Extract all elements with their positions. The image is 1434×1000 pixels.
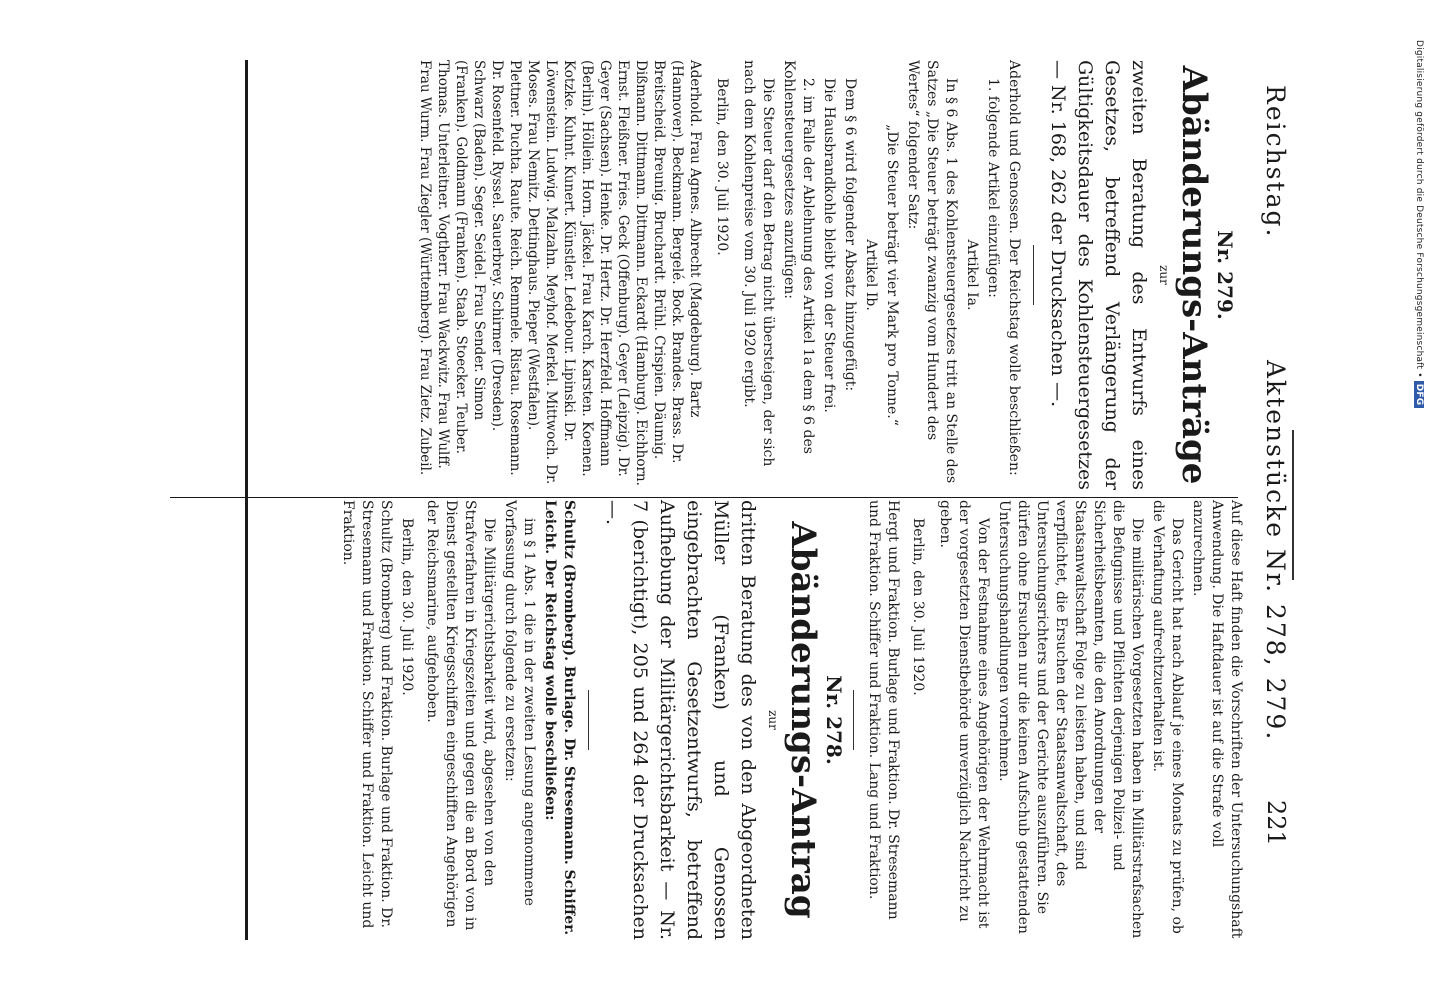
left-para-1: Auf diese Haft finden die Vorschriften der Untersuchungshaft Anwendung. Die Haftdauer ist auf die Strafe voll anzurechnen. (1190, 500, 1244, 939)
zur-278: zur (766, 710, 780, 730)
bottom-rule (1292, 430, 1294, 580)
left-para-2: Das Gericht hat nach Ablauf je eines Monats zu prüfen, ob die Verhaftung aufrechtzuerhalten ist. (1150, 500, 1185, 934)
signers-278: Schultz (Bromberg) und Fraktion. Burlage und Fraktion. Dr. Stresemann und Fraktion. Schiffer und Fraktion. Leicht und Fraktion. (340, 500, 394, 929)
header-left: Reichstag. (1261, 85, 1290, 239)
motion-278: im § 1 Abs. 1 die in der zweiten Lesung angenommene Vorfassung durch folgende zu ersetzen: (502, 500, 537, 906)
title-279: Abänderungs-Anträge (1174, 65, 1214, 485)
item2-279: 2. im Falle der Ablehnung des Artikel 1a dem § 6 des Kohlensteuergesetzes anzufügen: (781, 60, 816, 454)
page-number: 221 (1262, 800, 1290, 846)
nr-278: Nr. 278. (822, 675, 846, 765)
separator-rule-2 (588, 690, 589, 750)
nr-279: Nr. 279. (1213, 230, 1237, 320)
art1b-quote: Die Hausbrandkohle bleibt von der Steuer frei. (821, 78, 837, 413)
art1a-quote: „Die Steuer beträgt vier Mark pro Tonne.“ (884, 124, 900, 426)
movers-278: Schultz (Bromberg). Burlage. Dr. Stresemann. Schiffer. Leicht. Der Reichstag wolle beschließen: (542, 500, 577, 936)
separator-rule-3 (1033, 245, 1034, 305)
item2-text: Die Steuer darf den Betrag nicht übersteigen, der sich nach dem Kohlenpreise vom 30. Juli 1920 ergibt. (741, 60, 776, 467)
date-278: Berlin, den 30. Juli 1920. (399, 518, 415, 696)
separator-rule (853, 690, 854, 750)
left-para-4: Von der Festnahme eines Angehörigen der Wehrmacht ist der vorgesetzten Dienstbehörde unverzüglich Nachricht zu geben. (937, 500, 991, 929)
date-279: Berlin, den 30. Juli 1920. (714, 78, 730, 256)
zur-279: zur (1157, 265, 1171, 285)
left-para-3: Die militärischen Vorgesetzten haben in Militärstrafsachen die Befugnisse und Pflichten derjenigen Polizei- und Sicherheitsbeamten, die den Anordnungen der Staatsanwaltschaft Folge zu leisten haben, und sind verpflichtet, die Ersuchen der Staatsanwaltschaft, des Untersuchungsrichters und der Gerichte auszuführen. Sie dürfen ohne Ersuchen nur die keinen Aufschub gestattenden Untersuchungshandlungen vornehmen. (996, 500, 1145, 939)
dfg-logo: DFG (1414, 381, 1424, 409)
left-signers-1: Hergt und Fraktion. Burlage und Fraktion. Dr. Stresemann und Fraktion. Schiffer und Fraktion. Lang und Fraktion. (866, 500, 901, 920)
art1a-title: Artikel Ia. (964, 239, 980, 311)
left-date-1: Berlin, den 30. Juli 1920. (910, 518, 926, 696)
title-278: Abänderungs-Antrag (783, 521, 823, 919)
right-column-container (180, 60, 1240, 490)
left-column-container (185, 500, 1245, 940)
item1-279: 1. folgende Artikel einzufügen: (985, 78, 1001, 298)
credit-text: Digitalisierung gefördert durch die Deutsche Forschungsgemeinschaft • (1414, 40, 1424, 378)
subtitle-279: zweiten Beratung des Entwurfs eines Gesetzes, betreffend Verlängerung der Gültigkeitsdauer des Kohlensteuergesetzes — Nr. 168, 262 der Drucksachen —. (1047, 60, 1150, 490)
credit-line (1414, 40, 1424, 408)
column-divider (170, 497, 1238, 498)
art1a-text: In § 6 Abs. 1 des Kohlensteuergesetzes tritt an Stelle des Satzes „Die Steuer beträgt zwanzig vom Hundert des Wertes“ folgender Satz: (905, 60, 959, 484)
art1b-text: Dem § 6 wird folgender Absatz hinzugefügt: (842, 78, 858, 392)
art1b-title: Artikel Ib. (863, 239, 879, 311)
running-head (1240, 0, 1300, 880)
names-279: Aderhold. Frau Agnes. Albrecht (Magdeburg). Bartz (Hannover). Beckmann. Bergelé. Bock. Brandes. Brass. Dr. Breitscheid. Breunig. Bruchardt. Brühl. Crispien. Däumig. Dißmann. Dittmann. Dittmann. Eckardt (Hamburg). Eichhorn. Ernst. Fleißner. Fries. Geck (Offenburg). Geyer (Leipzig). Dr. Geyer (Sachsen). Henke. Dr. Hertz. Dr. Herzfeld. Hoffmann (Berlin). Höllein. Horn. Jäckel. Frau Karch. Karsten. Koenen. Kotzke. Kuhnt. Kunert. Künstler. Ledebour. Lipinski. Dr. Löwenstein. Ludwig. Malzahn. Meyhof. Merkel. Mittwoch. Dr. Moses. Frau Nemitz. Dettinghaus. Pieper (Westfalen). Plettner. Puchta. Raute. Reich. Remmele. Ristau. Rosemann. Dr. Rosenfeld. Ryssel. Sauerbrey. Schirmer (Dresden). Schwarz (Baden). Seger. Seidel. Frau Sender. Simon (Franken). Goldmann (Franken). Staab. Stoecker. Teuber. Thomas. Unterleitner. Vogtherr. Frau Wackwitz. Frau Wulff. Frau Wurm. Frau Ziegler (Württemberg). Frau Zietz. Zubeil. (417, 60, 703, 486)
header-center: Aktenstücke Nr. 278, 279. (1261, 360, 1290, 742)
subtitle-278: dritten Beratung des von den Abgeordneten Müller (Franken) und Genossen eingebrachten Gesetzentwurfs, betreffend Aufhebung der Militärgerichtsbarkeit — Nr. 7 (berichtigt), 205 und 264 der Drucksachen —. (602, 500, 759, 940)
intro-279: Aderhold und Genossen. Der Reichstag wolle beschließen: (1006, 60, 1022, 476)
text-278: Die Militärgerichtsbarkeit wird, abgesehen von den Strafverfahren in Kriegszeiten und gegen die an Bord von in Dienst gestellten Kriegsschiffen eingeschifften Angehörigen der Reichsmarine, aufgehoben. (424, 500, 497, 931)
